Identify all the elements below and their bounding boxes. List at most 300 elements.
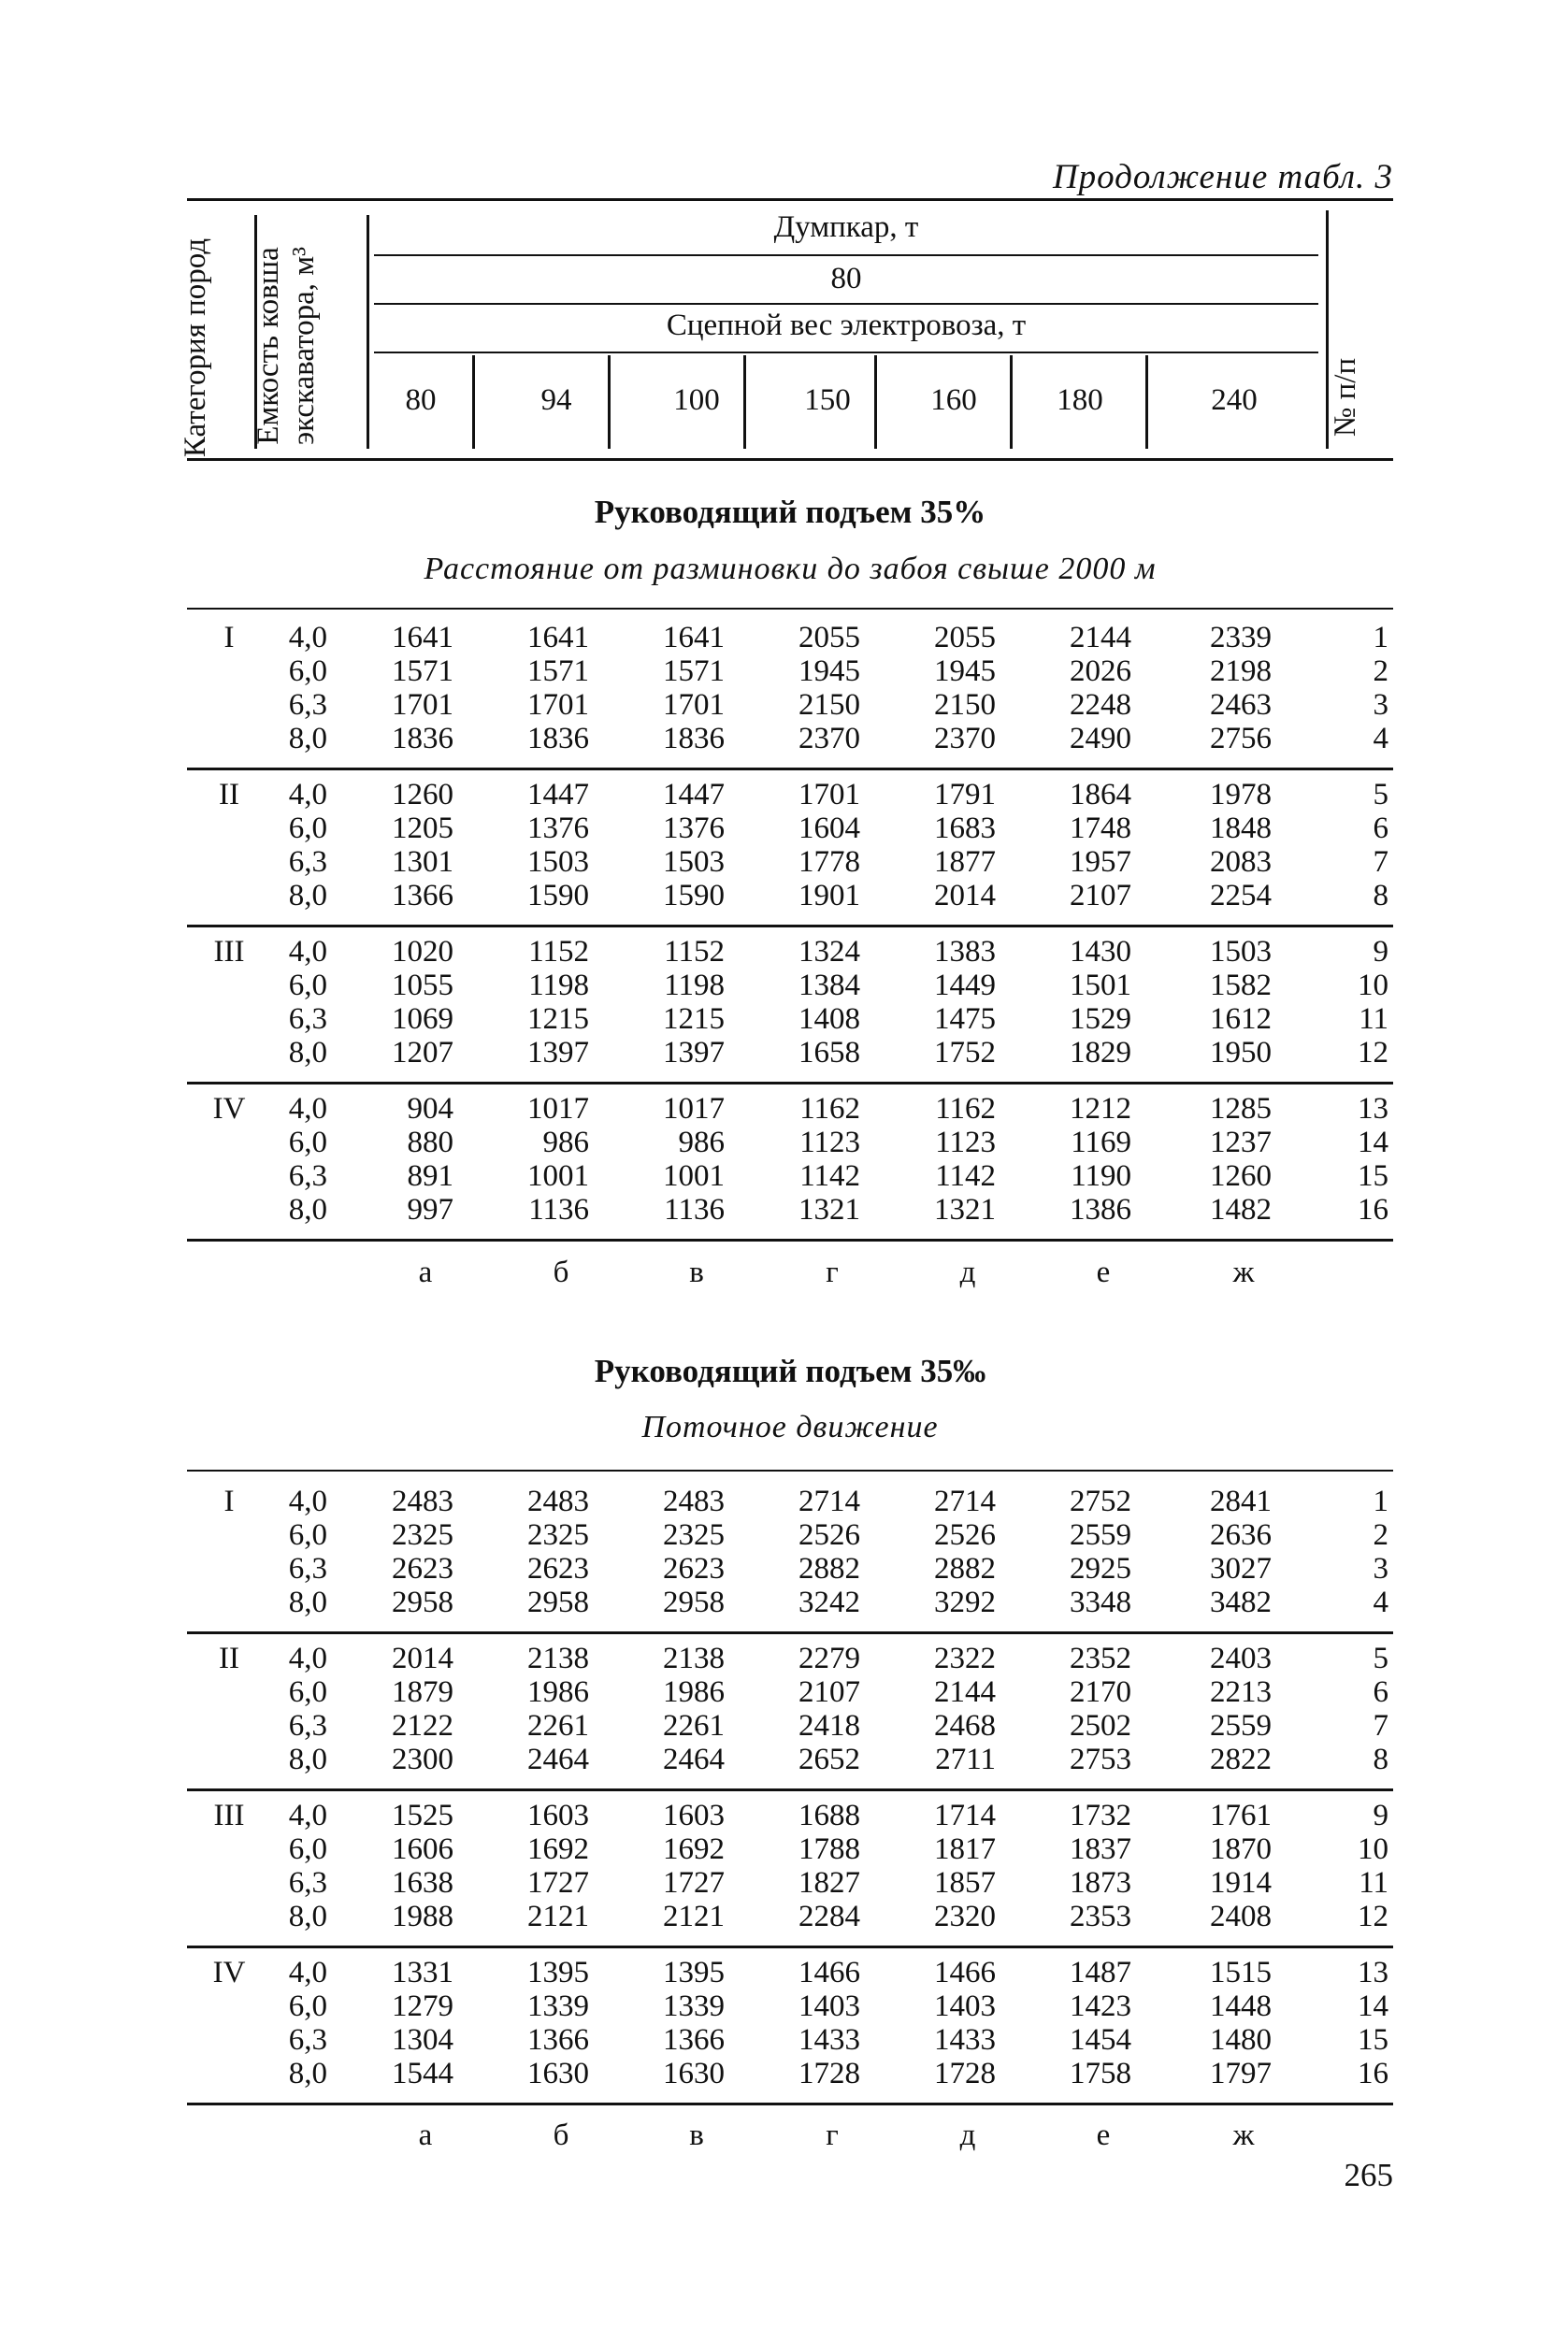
table-cell: 1877 (934, 845, 996, 879)
table-cell: 1454 (1070, 2023, 1131, 2057)
table-cell: 1 (1373, 1485, 1388, 1518)
group-bottom-rule (187, 1788, 1393, 1791)
table-cell: 2882 (934, 1552, 996, 1586)
value-column (622, 1799, 725, 1933)
table-cell: 8 (1373, 879, 1388, 912)
table-cell: 1136 (664, 1193, 725, 1227)
header-dumpcar: Думпкар, т (773, 210, 919, 244)
capacity-column (262, 1956, 327, 2090)
header-dumpcar-value: 80 (830, 262, 862, 295)
table-cell: 2026 (1070, 654, 1131, 688)
table-cell: 1641 (392, 621, 453, 654)
table-cell: 2325 (527, 1518, 589, 1552)
table-cell: 3348 (1070, 1586, 1131, 1619)
table-cell: 1630 (527, 2057, 589, 2090)
table-cell: 1515 (1210, 1956, 1272, 1989)
table-cell: 1324 (798, 935, 860, 969)
table-cell: 9 (1373, 935, 1388, 969)
table-cell: 1701 (798, 778, 860, 811)
table-cell: 1142 (799, 1159, 860, 1193)
table-cell: 8,0 (288, 1036, 327, 1070)
row-number-column (1323, 621, 1388, 755)
column-letter-e: е (1096, 2118, 1111, 2152)
table-cell: 2559 (1070, 1518, 1131, 1552)
header-divider (608, 355, 611, 449)
table-cell: 8,0 (288, 722, 327, 755)
section-2-subtitle: Поточное движение (641, 1410, 939, 1444)
value-column (351, 1799, 453, 1933)
table-cell: 2752 (1070, 1485, 1131, 1518)
value-column (893, 1799, 996, 1933)
table-cell: 2623 (527, 1552, 589, 1586)
value-column (1169, 1485, 1272, 1619)
continuation-caption: Продолжение табл. 3 (1052, 158, 1393, 196)
table-cell: 1162 (799, 1092, 860, 1126)
table-group (187, 1799, 1393, 1934)
table-cell: 880 (407, 1126, 453, 1159)
header-loco-94: 94 (540, 383, 572, 417)
table-cell: 2144 (1070, 621, 1131, 654)
table-cell: 2353 (1070, 1900, 1131, 1933)
header-loco-150: 150 (804, 383, 851, 417)
table-cell: 2322 (934, 1642, 996, 1675)
value-column (1169, 935, 1272, 1070)
table-cell: 1630 (663, 2057, 725, 2090)
value-column (351, 621, 453, 755)
column-letter-v: в (689, 1256, 704, 1289)
table-cell: 1017 (663, 1092, 725, 1126)
table-cell: 2958 (392, 1586, 453, 1619)
table-cell: 1321 (798, 1193, 860, 1227)
table-cell: 1198 (664, 969, 725, 1002)
value-column (893, 1092, 996, 1227)
section-1-top-rule (187, 608, 1393, 610)
table-cell: 1395 (527, 1956, 589, 1989)
header-loco-180: 180 (1057, 383, 1103, 417)
header-bottom-rule (187, 458, 1393, 461)
table-cell: 1433 (798, 2023, 860, 2057)
capacity-column (262, 1642, 327, 1776)
table-cell: 2822 (1210, 1743, 1272, 1776)
table-cell: 2150 (798, 688, 860, 722)
table-cell: 2408 (1210, 1900, 1272, 1933)
table-cell: 3292 (934, 1586, 996, 1619)
table-cell: 5 (1373, 1642, 1388, 1675)
table-cell: 6,0 (288, 811, 327, 845)
value-column (757, 1956, 860, 2090)
section-2-top-rule (187, 1470, 1393, 1472)
table-cell: 2403 (1210, 1642, 1272, 1675)
header-divider (472, 355, 475, 449)
value-column (1029, 1956, 1131, 2090)
table-cell: 1001 (527, 1159, 589, 1193)
value-column (351, 1956, 453, 2090)
rock-category: I (223, 1485, 235, 1518)
table-cell: 1331 (392, 1956, 453, 1989)
value-column (1169, 778, 1272, 912)
table-cell: 1978 (1210, 778, 1272, 811)
table-cell: 6,3 (288, 688, 327, 722)
table-cell: 1701 (392, 688, 453, 722)
table-cell: 1449 (934, 969, 996, 1002)
table-cell: 16 (1358, 1193, 1388, 1227)
table-cell: 6,3 (288, 1552, 327, 1586)
table-cell: 14 (1358, 1126, 1388, 1159)
table-cell: 1603 (527, 1799, 589, 1832)
table-cell: 1606 (392, 1832, 453, 1866)
table-cell: 1758 (1070, 2057, 1131, 2090)
table-cell: 8,0 (288, 879, 327, 912)
table-cell: 2483 (527, 1485, 589, 1518)
rock-category: IV (212, 1092, 246, 1126)
section-1-title: Руководящий подъем 35% (594, 494, 986, 530)
table-cell: 1397 (527, 1036, 589, 1070)
table-cell: 1339 (663, 1989, 725, 2023)
table-cell: 2121 (663, 1900, 725, 1933)
table-cell: 1376 (663, 811, 725, 845)
table-cell: 1817 (934, 1832, 996, 1866)
table-cell: 6,0 (288, 1832, 327, 1866)
table-cell: 1123 (935, 1126, 996, 1159)
table-cell: 1603 (663, 1799, 725, 1832)
table-cell: 6 (1373, 1675, 1388, 1709)
table-cell: 8,0 (288, 1743, 327, 1776)
table-cell: 8 (1373, 1743, 1388, 1776)
table-cell: 4,0 (288, 621, 327, 654)
table-cell: 1152 (664, 935, 725, 969)
table-cell: 8,0 (288, 2057, 327, 2090)
rock-category: IV (212, 1956, 246, 1989)
table-cell: 2198 (1210, 654, 1272, 688)
table-cell: 1430 (1070, 935, 1131, 969)
table-cell: 11 (1359, 1002, 1388, 1036)
table-cell: 14 (1358, 1989, 1388, 2023)
table-cell: 4 (1373, 722, 1388, 755)
table-cell: 1950 (1210, 1036, 1272, 1070)
table-cell: 2468 (934, 1709, 996, 1743)
table-cell: 1279 (392, 1989, 453, 2023)
value-column (893, 935, 996, 1070)
table-cell: 1395 (663, 1956, 725, 1989)
table-cell: 6,3 (288, 1002, 327, 1036)
table-cell: 1301 (392, 845, 453, 879)
table-cell: 1732 (1070, 1799, 1131, 1832)
table-cell: 2958 (527, 1586, 589, 1619)
table-cell: 1386 (1070, 1193, 1131, 1227)
value-column (1169, 621, 1272, 755)
table-cell: 1397 (663, 1036, 725, 1070)
table-cell: 891 (407, 1159, 453, 1193)
table-cell: 1988 (392, 1900, 453, 1933)
table-cell: 2320 (934, 1900, 996, 1933)
column-letter-zh: ж (1232, 1256, 1255, 1289)
table-cell: 1590 (663, 879, 725, 912)
table-cell: 1123 (799, 1126, 860, 1159)
value-column (486, 1092, 589, 1227)
table-cell: 2121 (527, 1900, 589, 1933)
table-cell: 13 (1358, 1092, 1388, 1126)
value-column (351, 935, 453, 1070)
table-cell: 2526 (934, 1518, 996, 1552)
table-cell: 1544 (392, 2057, 453, 2090)
value-column (893, 621, 996, 755)
table-cell: 1152 (528, 935, 589, 969)
table-cell: 2352 (1070, 1642, 1131, 1675)
table-cell: 2325 (663, 1518, 725, 1552)
table-cell: 2055 (798, 621, 860, 654)
value-column (757, 1092, 860, 1227)
column-letter-b: б (553, 2118, 569, 2152)
table-cell: 1215 (527, 1002, 589, 1036)
table-cell: 1020 (392, 935, 453, 969)
table-cell: 2 (1373, 1518, 1388, 1552)
table-cell: 1857 (934, 1866, 996, 1900)
table-cell: 6,3 (288, 2023, 327, 2057)
table-cell: 1688 (798, 1799, 860, 1832)
table-cell: 10 (1358, 969, 1388, 1002)
value-column (622, 778, 725, 912)
table-cell: 1525 (392, 1799, 453, 1832)
value-column (1029, 621, 1131, 755)
table-cell: 1683 (934, 811, 996, 845)
column-letter-v: в (689, 2118, 704, 2152)
row-number-column (1323, 1799, 1388, 1933)
table-cell: 1475 (934, 1002, 996, 1036)
table-cell: 1864 (1070, 778, 1131, 811)
table-cell: 1190 (1071, 1159, 1131, 1193)
table-cell: 1727 (527, 1866, 589, 1900)
table-cell: 1797 (1210, 2057, 1272, 2090)
value-column (757, 1485, 860, 1619)
row-number-column (1323, 1642, 1388, 1776)
value-column (622, 621, 725, 755)
table-cell: 2464 (527, 1743, 589, 1776)
table-cell: 2714 (798, 1485, 860, 1518)
table-cell: 1366 (392, 879, 453, 912)
table-cell: 2756 (1210, 722, 1272, 755)
table-cell: 1957 (1070, 845, 1131, 879)
value-column (893, 778, 996, 912)
capacity-column (262, 935, 327, 1070)
table-group (187, 935, 1393, 1070)
table-cell: 1205 (392, 811, 453, 845)
table-cell: 6,3 (288, 1866, 327, 1900)
table-cell: 1260 (1210, 1159, 1272, 1193)
table-cell: 1836 (663, 722, 725, 755)
column-letter-g: г (826, 1256, 839, 1289)
table-cell: 1383 (934, 935, 996, 969)
value-column (351, 778, 453, 912)
table-cell: 1914 (1210, 1866, 1272, 1900)
value-column (622, 935, 725, 1070)
table-cell: 3242 (798, 1586, 860, 1619)
table-cell: 1571 (663, 654, 725, 688)
value-column (486, 1799, 589, 1933)
table-cell: 1879 (392, 1675, 453, 1709)
value-column (893, 1642, 996, 1776)
table-group (187, 1642, 1393, 1777)
table-cell: 7 (1373, 845, 1388, 879)
table-cell: 1836 (527, 722, 589, 755)
value-column (1169, 1642, 1272, 1776)
table-cell: 1582 (1210, 969, 1272, 1002)
table-cell: 2370 (934, 722, 996, 755)
table-cell: 2526 (798, 1518, 860, 1552)
table-cell: 1408 (798, 1002, 860, 1036)
group-bottom-rule (187, 1082, 1393, 1084)
table-cell: 1503 (527, 845, 589, 879)
table-cell: 1466 (798, 1956, 860, 1989)
header-loco-80: 80 (405, 383, 437, 417)
table-cell: 1701 (527, 688, 589, 722)
table-cell: 1641 (663, 621, 725, 654)
table-cell: 1384 (798, 969, 860, 1002)
table-cell: 2623 (392, 1552, 453, 1586)
table-cell: 2483 (663, 1485, 725, 1518)
table-cell: 1870 (1210, 1832, 1272, 1866)
value-column (351, 1092, 453, 1227)
value-column (757, 935, 860, 1070)
table-cell: 1827 (798, 1866, 860, 1900)
table-cell: 1215 (663, 1002, 725, 1036)
table-cell: 3482 (1210, 1586, 1272, 1619)
capacity-column (262, 1799, 327, 1933)
table-cell: 2325 (392, 1518, 453, 1552)
table-cell: 1069 (392, 1002, 453, 1036)
table-group (187, 621, 1393, 756)
value-column (351, 1485, 453, 1619)
table-cell: 4,0 (288, 778, 327, 811)
value-column (351, 1642, 453, 1776)
value-column (757, 1642, 860, 1776)
table-cell: 3 (1373, 688, 1388, 722)
table-cell: 2370 (798, 722, 860, 755)
table-cell: 1260 (392, 778, 453, 811)
table-cell: 2138 (663, 1642, 725, 1675)
table-cell: 3027 (1210, 1552, 1272, 1586)
value-column (622, 1642, 725, 1776)
header-rule (374, 352, 1318, 353)
table-cell: 1447 (663, 778, 725, 811)
table-cell: 1728 (934, 2057, 996, 2090)
table-cell: 2170 (1070, 1675, 1131, 1709)
table-cell: 2925 (1070, 1552, 1131, 1586)
table-cell: 2841 (1210, 1485, 1272, 1518)
table-cell: 6,0 (288, 654, 327, 688)
table-cell: 2623 (663, 1552, 725, 1586)
table-cell: 8,0 (288, 1193, 327, 1227)
column-letter-d: д (959, 2118, 976, 2152)
table-cell: 1727 (663, 1866, 725, 1900)
table-cell: 6,0 (288, 1518, 327, 1552)
section-2-title: Руководящий подъем 35‰ (594, 1353, 986, 1389)
group-bottom-rule (187, 1631, 1393, 1634)
header-top-rule (187, 198, 1393, 201)
table-cell: 2150 (934, 688, 996, 722)
table-cell: 1285 (1210, 1092, 1272, 1126)
table-cell: 8,0 (288, 1900, 327, 1933)
table-cell: 1503 (1210, 935, 1272, 969)
table-cell: 2138 (527, 1642, 589, 1675)
table-cell: 1207 (392, 1036, 453, 1070)
table-cell: 997 (407, 1193, 453, 1227)
value-column (486, 1485, 589, 1619)
rock-category: II (219, 1642, 239, 1675)
row-number-column (1323, 778, 1388, 912)
table-cell: 2014 (934, 879, 996, 912)
table-cell: 15 (1358, 1159, 1388, 1193)
table-cell: 1837 (1070, 1832, 1131, 1866)
table-cell: 1829 (1070, 1036, 1131, 1070)
table-cell: 5 (1373, 778, 1388, 811)
table-cell: 16 (1358, 2057, 1388, 2090)
section-1-subtitle: Расстояние от разминовки до забоя свыше 2000 м (424, 552, 1157, 586)
table-cell: 4,0 (288, 1642, 327, 1675)
table-cell: 904 (407, 1092, 453, 1126)
table-cell: 2248 (1070, 688, 1131, 722)
table-cell: 6 (1373, 811, 1388, 845)
table-cell: 1136 (528, 1193, 589, 1227)
table-cell: 1604 (798, 811, 860, 845)
table-group (187, 1956, 1393, 2091)
table-cell: 2254 (1210, 879, 1272, 912)
header-row-number: № п/п (1329, 357, 1362, 438)
table-cell: 2107 (798, 1675, 860, 1709)
value-column (1169, 1799, 1272, 1933)
value-column (757, 778, 860, 912)
column-letter-d: д (959, 1256, 976, 1289)
table-cell: 1658 (798, 1036, 860, 1070)
table-cell: 1403 (934, 1989, 996, 2023)
value-column (622, 1956, 725, 2090)
table-cell: 1728 (798, 2057, 860, 2090)
header-rock-category: Категория пород (179, 237, 212, 458)
row-number-column (1323, 935, 1388, 1070)
table-cell: 1571 (527, 654, 589, 688)
table-cell: 2958 (663, 1586, 725, 1619)
table-cell: 12 (1358, 1900, 1388, 1933)
value-column (757, 1799, 860, 1933)
table-cell: 1055 (392, 969, 453, 1002)
group-bottom-rule (187, 1946, 1393, 1948)
table-cell: 1423 (1070, 1989, 1131, 2023)
table-cell: 1529 (1070, 1002, 1131, 1036)
table-cell: 2083 (1210, 845, 1272, 879)
value-column (622, 1092, 725, 1227)
table-cell: 1142 (935, 1159, 996, 1193)
column-letter-g: г (826, 2118, 839, 2152)
section-2-column-letters (187, 2118, 1393, 2156)
table-cell: 1169 (1071, 1126, 1131, 1159)
header-divider (743, 355, 746, 449)
table-cell: 1778 (798, 845, 860, 879)
table-cell: 2502 (1070, 1709, 1131, 1743)
capacity-column (262, 1485, 327, 1619)
table-cell: 1017 (527, 1092, 589, 1126)
table-cell: 1482 (1210, 1193, 1272, 1227)
table-cell: 1791 (934, 778, 996, 811)
table-cell: 1692 (663, 1832, 725, 1866)
capacity-column (262, 1092, 327, 1227)
header-divider (1145, 355, 1148, 449)
table-cell: 1836 (392, 722, 453, 755)
section-1-column-letters (187, 1256, 1393, 1293)
table-cell: 1466 (934, 1956, 996, 1989)
table-cell: 6,0 (288, 1989, 327, 2023)
table-cell: 1986 (527, 1675, 589, 1709)
rock-category: III (213, 935, 245, 969)
table-cell: 1 (1373, 621, 1388, 654)
